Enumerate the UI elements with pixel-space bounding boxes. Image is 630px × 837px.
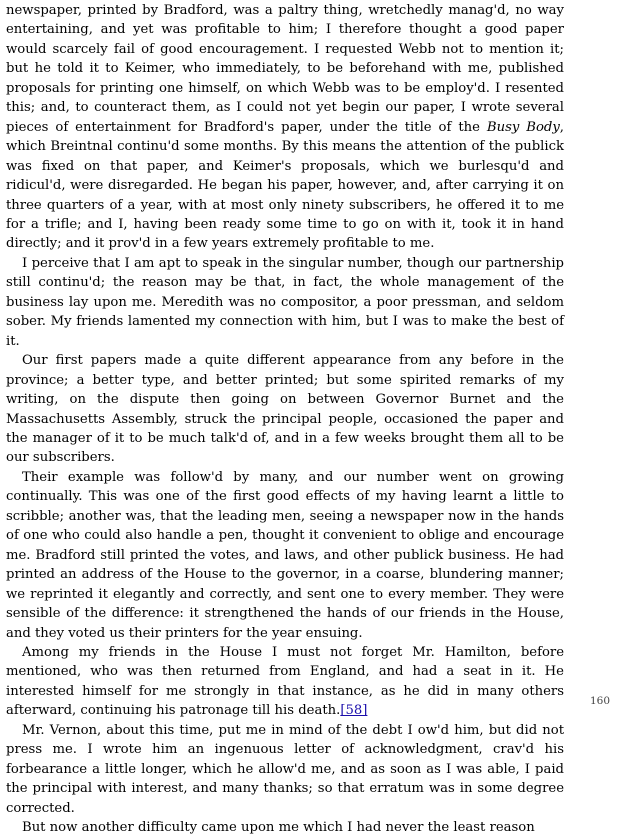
paragraph-text: , which Breintnal continu'd some months. By this means the attention of the publick was fixed on that paper, and Keimer's proposals, which we burlesqu'd and ridicul'd, were disregarded. He began his paper, however, and, after carrying it on three quarters of a year, with at most only ninety subscribers, he offered it to me for a trifle; and I, having been ready some time to go on with it, took it in hand directly; and it prov'd in a few years extremely profitable to me. (6, 119, 564, 252)
document-body (6, 1, 564, 837)
paragraph-text: I perceive that I am apt to speak in the singular number, though our partnership still continu'd; the reason may be that, in fact, the whole management of the business lay upon me. Meredith was no compositor, a poor pressman, and seldom sober. My friends lamented my connection with him, but I was to make the best of it. (6, 255, 564, 349)
page-number: 160 (590, 695, 611, 707)
paragraph (6, 721, 564, 818)
paragraph-text: newspaper, printed by Bradford, was a paltry thing, wretchedly manag'd, no way entertaining, and yet was profitable to him; I therefore thought a good paper would scarcely fail of good encouragement. I requested Webb not to mention it; but he told it to Keimer, who immediately, to be beforehand with me, published proposals for printing one himself, on which Webb was to be employ'd. I resented this; and, to counteract them, as I could not yet begin our paper, I wrote several pieces of entertainment for Bradford's paper, under the title of the (6, 3, 564, 135)
footnote-link[interactable]: [58] (340, 703, 368, 719)
paragraph (6, 254, 564, 351)
paragraph (6, 468, 564, 643)
paragraph (6, 818, 564, 837)
paragraph-text: Mr. Vernon, about this time, put me in mind of the debt I ow'd him, but did not press me. I wrote him an ingenuous letter of acknowledgment, crav'd his forbearance a little longer, which he allow'd me, and as soon as I was able, I paid the principal with interest, and many thanks; so that erratum was in some degree corrected. (6, 722, 564, 816)
paragraph-text: Their example was follow'd by many, and our number went on growing continually. This was one of the first good effects of my having learnt a little to scribble; another was, that the leading men, seeing a newspaper now in the hands of one who could also handle a pen, thought it convenient to oblige and encourage me. Bradford still printed the votes, and laws, and other publick business. He had printed an address of the House to the governor, in a coarse, blundering manner; we reprinted it elegantly and correctly, and sent one to every member. They were sensible of the difference: it strengthened the hands of our friends in the House, and they voted us their printers for the year ensuing. (6, 469, 564, 641)
paragraph-text: Our first papers made a quite different appearance from any before in the province; a better type, and better printed; but some spirited remarks of my writing, on the dispute then going on between Governor Burnet and the Massachusetts Assembly, struck the principal people, occasioned the paper and the manager of it to be much talk'd of, and in a few weeks brought them all to be our subscribers. (6, 353, 564, 466)
paragraph (6, 351, 564, 468)
italic-title: Busy Body (486, 119, 560, 135)
paragraph-text: But now another difficulty came upon me which I had never the least reason (22, 820, 535, 836)
paragraph (6, 643, 564, 721)
paragraph (6, 1, 564, 254)
paragraph-text: Among my friends in the House I must not forget Mr. Hamilton, before mentioned, who was then returned from England, and had a seat in it. He interested himself for me strongly in that instance, as he did in many others afterward, continuing his patronage till his death. (6, 644, 564, 719)
